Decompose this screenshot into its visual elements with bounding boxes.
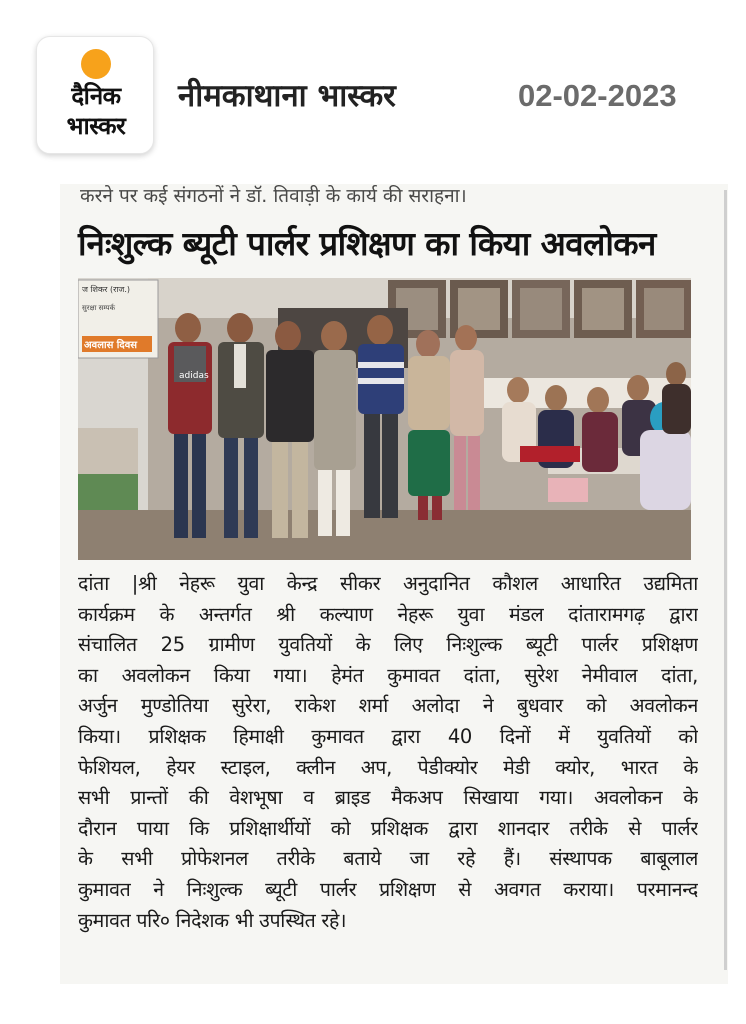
banner-text-1: ज शिकर (राज.)	[82, 285, 131, 294]
article-body-line: किया। प्रशिक्षक हिमाक्षी कुमावत द्वारा 40 दिनों में युवतियों को	[78, 724, 698, 748]
article-body-line: अर्जुन मुण्डोतिया सुरेरा, राकेश शर्मा अलोदा ने बुधवार को अवलोकन	[78, 694, 698, 718]
article-body-line: कुमावत परि० निदेशक भी उपस्थित रहे।	[78, 908, 347, 932]
app-header	[0, 0, 746, 170]
dainik-bhaskar-logo[interactable]	[36, 36, 154, 154]
article-photo	[78, 278, 691, 560]
edition-date: 02-02-2023	[518, 78, 677, 113]
logo-text-line2: भास्कर	[66, 112, 126, 140]
article-body-line: दांता |श्री नेहरू युवा केन्द्र सीकर अनुदानित कौशल आधारित उद्यमिता	[78, 572, 698, 595]
article-body-line: के सभी प्रोफेशनल तरीके बताये जा रहे हैं। संस्थापक बाबूलाल	[78, 847, 698, 871]
sun-icon	[81, 49, 111, 79]
banner-text-2: सुरक्षा सम्पर्क	[82, 304, 115, 312]
previous-story-tail: करने पर कई संगठनों ने डॉ. तिवाड़ी के कार्य की सराहना।	[80, 185, 467, 207]
article-body-line: कुमावत ने निःशुल्क ब्यूटी पार्लर प्रशिक्षण से अवगत कराया। परमानन्द	[78, 877, 698, 901]
edition-title: नीमकाथाना भास्कर	[178, 78, 396, 114]
article-body-line: सभी प्रान्तों की वेशभूषा व ब्राइड मैकअप सिखाया गया। अवलोकन के	[78, 786, 698, 810]
banner-text-3: अवलास दिवस	[84, 340, 138, 351]
clipping-edge-divider	[724, 190, 727, 970]
article-body-line: का अवलोकन किया गया। हेमंत कुमावत दांता, सुरेश नेमीवाल दांता,	[78, 663, 698, 687]
article-body-line: कार्यक्रम के अन्तर्गत श्री कल्याण नेहरू युवा मंडल दांतारामगढ़ द्वारा	[78, 602, 698, 626]
shirt-brand-text: adidas	[179, 371, 209, 381]
logo-text-line1: दैनिक	[71, 82, 121, 110]
article-body-line: संचालित 25 ग्रामीण युवतियों के लिए निःशुल्क ब्यूटी पार्लर प्रशिक्षण	[78, 633, 698, 657]
article-body-line: फेशियल, हेयर स्टाइल, क्लीन अप, पेडीक्योर मेडी क्योर, भारत के	[78, 755, 698, 779]
article-body-line: दौरान पाया कि प्रशिक्षार्थीयों को प्रशिक्षक द्वारा शानदार तरीके से पार्लर	[78, 816, 698, 840]
article-headline: निःशुल्क ब्यूटी पार्लर प्रशिक्षण का किया अवलोकन	[78, 224, 656, 263]
article-body	[78, 569, 698, 936]
